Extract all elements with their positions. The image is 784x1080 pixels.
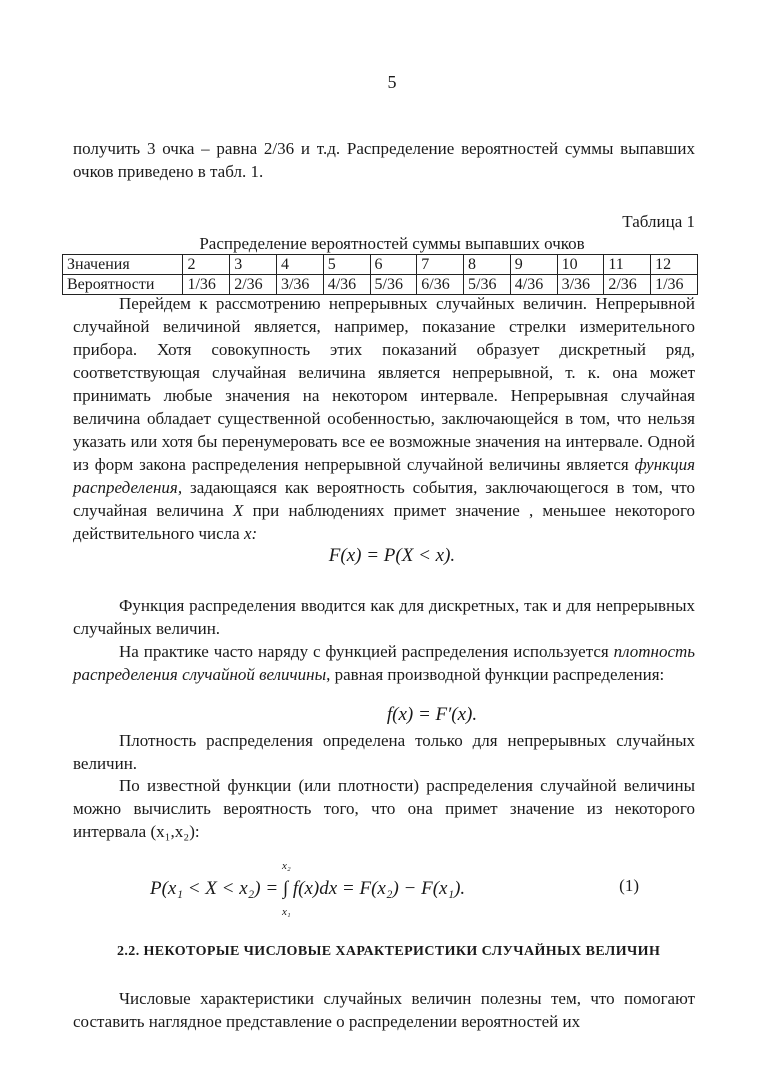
- table-cell: 3/36: [557, 275, 604, 295]
- row-header-probabilities: Вероятности: [63, 275, 183, 295]
- table-cell: 11: [604, 255, 651, 275]
- term-distribution-function: функция распределения,: [73, 455, 695, 497]
- table-title: Распределение вероятностей суммы выпавших очков: [199, 234, 585, 253]
- paragraph-interval: По известной функции (или плотности) распределения случайной величины можно вычислить вероятность того, что она примет значение из некоторого интервала (x₁,x₂):: [73, 776, 695, 841]
- formula-1: P(x₁ < X < x₂) = ∫ f(x)dx = F(x₂) − F(x₁).: [150, 878, 466, 899]
- table-cell: 1/36: [651, 275, 698, 295]
- page-number: 5: [387, 72, 397, 92]
- table-cell: 4/36: [323, 275, 370, 295]
- table-cell: 2/36: [604, 275, 651, 295]
- paragraph-density: [73, 640, 695, 686]
- table-cell: 5/36: [464, 275, 511, 295]
- paragraph-numeric: Числовые характеристики случайных величин полезны тем, что помогают составить наглядное представление о распределении вероятностей их: [73, 989, 695, 1031]
- formula-density: f(x) = F′(x).: [386, 704, 478, 725]
- table-cell: 2: [183, 255, 230, 275]
- paragraph-continuous: [73, 292, 695, 545]
- table-cell: 3/36: [276, 275, 323, 295]
- table-cell: 4: [276, 255, 323, 275]
- continuous-text-a: Перейдем к рассмотрению непрерывных случайных величин. Непрерывной случайной величиной является, например, показание стрелки измерительного прибора. Хотя совокупность этих показаний образует дискретный ряд, соответствующая случайная величина является непрерывной, т. к. она может принимать любые значения на некотором интервале. Непрерывная случайная величина обладает существенной особенностью, заключающейся в том, что нельзя указать или хотя бы перенумеровать все ее возможные значения на интервале. Одной из форм закона распределения непрерывной случайной величины является: [73, 294, 695, 474]
- formula-cdf: F(x) = P(X < x).: [328, 545, 456, 566]
- row-header-values: Значения: [63, 255, 183, 275]
- table-row-values: [63, 255, 698, 275]
- variable-X: X: [232, 501, 244, 520]
- table-label: Таблица 1: [622, 212, 695, 231]
- integral-lower-limit: x₁: [282, 906, 291, 918]
- paragraph-intro: получить 3 очка – равна 2/36 и т.д. Распределение вероятностей суммы выпавших очков приведено в табл. 1.: [73, 139, 695, 181]
- table-cell: 8: [464, 255, 511, 275]
- section-heading: 2.2. НЕКОТОРЫЕ ЧИСЛОВЫЕ ХАРАКТЕРИСТИКИ СЛУЧАЙНЫХ ВЕЛИЧИН: [117, 944, 661, 959]
- table-cell: 5: [323, 255, 370, 275]
- table-cell: 5/36: [370, 275, 417, 295]
- table-cell: 7: [417, 255, 464, 275]
- table-cell: 1/36: [183, 275, 230, 295]
- paragraph-density-only: Плотность распределения определена только для непрерывных случайных величин.: [73, 731, 695, 773]
- table-cell: 2/36: [230, 275, 277, 295]
- paragraph-cdf-usage: Функция распределения вводится как для дискретных, так и для непрерывных случайных величин.: [73, 596, 695, 638]
- variable-x: x:: [243, 524, 258, 543]
- table-cell: 6/36: [417, 275, 464, 295]
- formula-1-block: [0, 860, 784, 920]
- density-text-a: На практике часто наряду с функцией распределения используется: [119, 642, 609, 661]
- continuous-text-c: при наблюдениях примет значение , меньшее некоторого действительного числа: [73, 501, 696, 543]
- table-cell: 4/36: [510, 275, 557, 295]
- table-cell: 9: [510, 255, 557, 275]
- table-cell: 12: [651, 255, 698, 275]
- table-cell: 6: [370, 255, 417, 275]
- density-text-b: , равная производной функции распределения:: [326, 665, 665, 684]
- table-cell: 3: [230, 255, 277, 275]
- term-density: плотность распределения случайной величины: [73, 642, 695, 684]
- equation-number: (1): [619, 876, 639, 895]
- integral-upper-limit: x₂: [282, 860, 291, 872]
- continuous-text-b: задающаяся как вероятность события, заключающегося в том, что случайная величина: [73, 478, 696, 520]
- distribution-table: [62, 254, 698, 295]
- table-cell: 10: [557, 255, 604, 275]
